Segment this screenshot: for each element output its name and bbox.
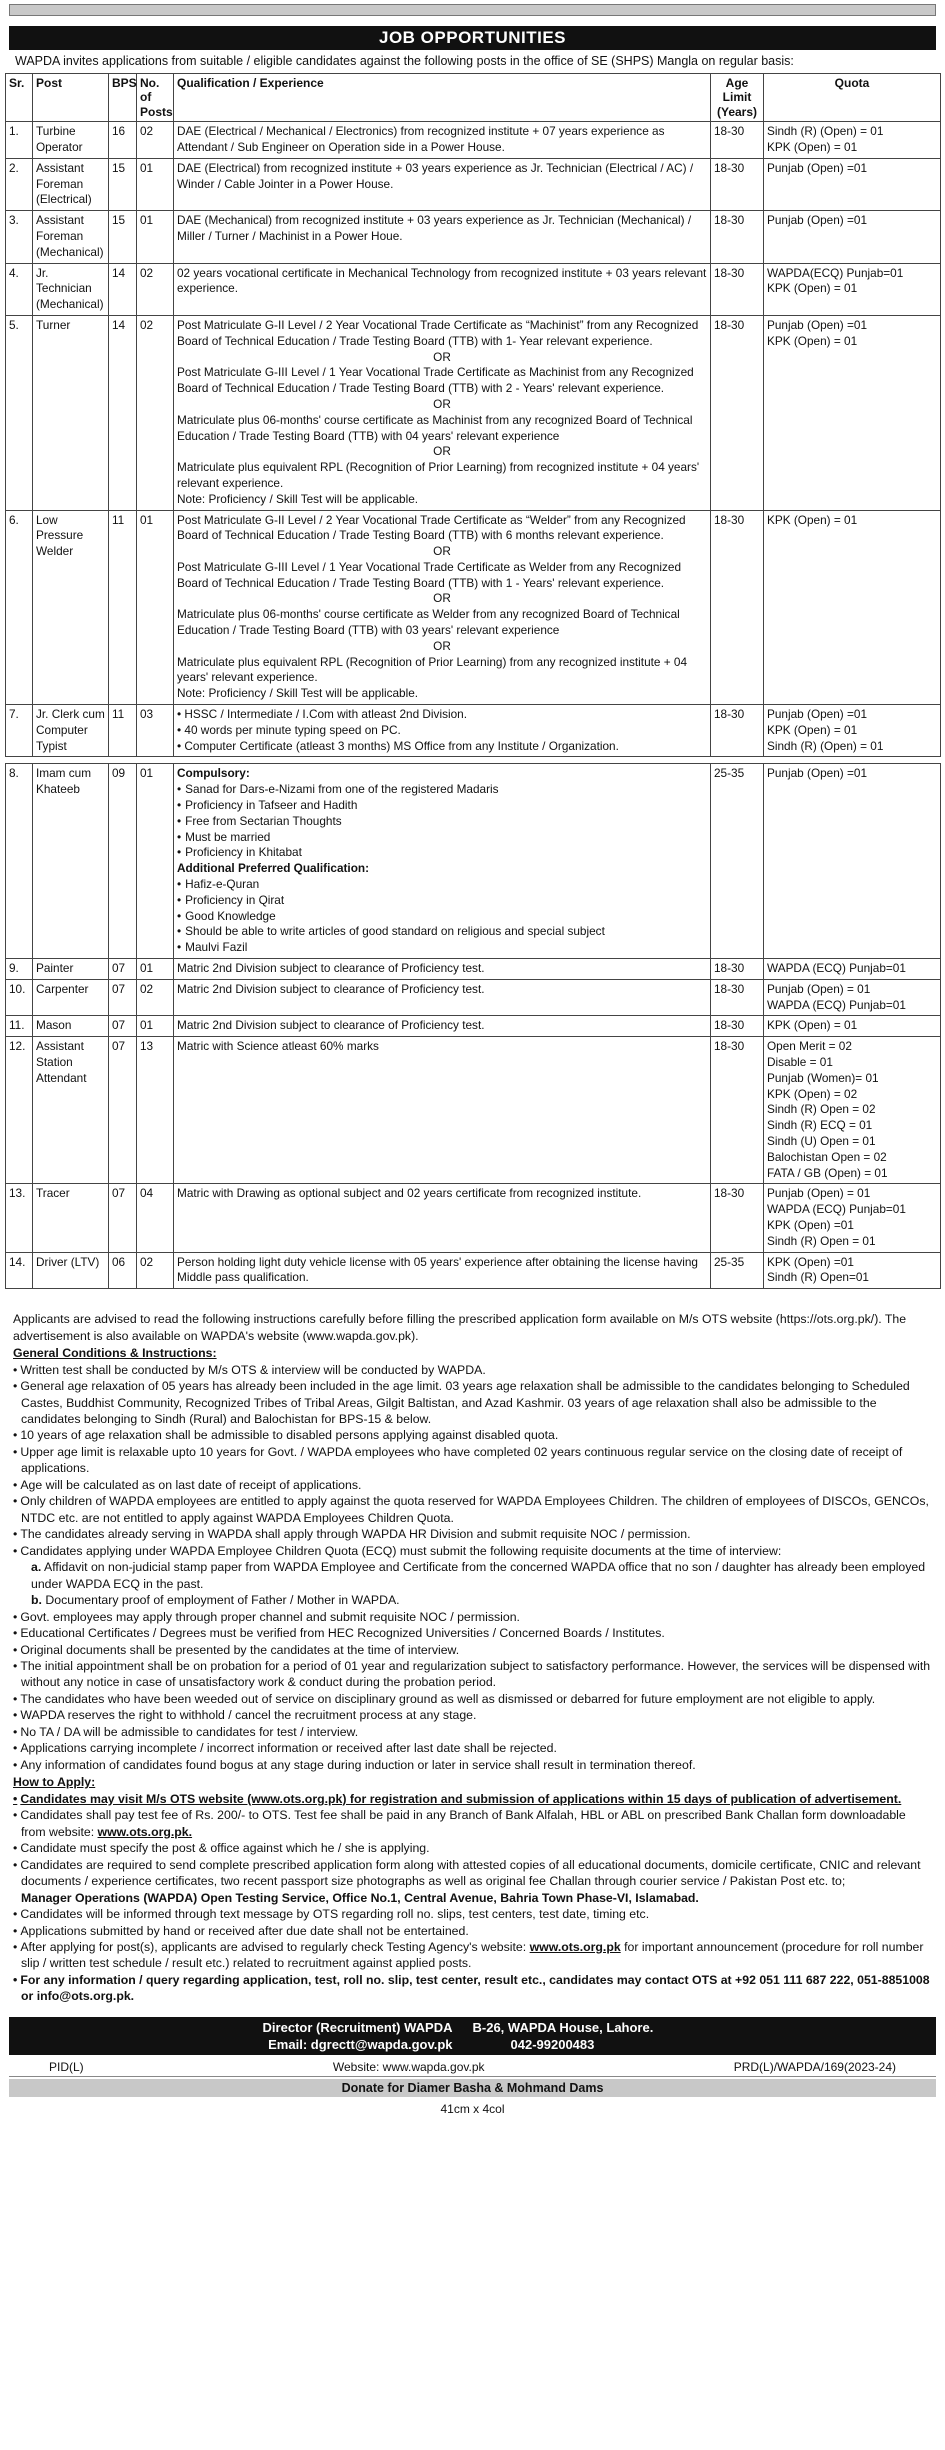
qualification-line: Matric with Drawing as optional subject and 02 years certificate from recognized institute.	[177, 1186, 642, 1201]
advisory-text: Applicants are advised to read the following instructions carefully before filling the prescribed application form available on M/s OTS website (https://ots.org.pk/). The advertisement is also available on WAPDA's website (www.wapda.gov.pk).	[13, 1312, 907, 1343]
cell-posts: 02	[137, 122, 174, 159]
table-row	[6, 211, 941, 263]
cell-posts: 02	[137, 315, 174, 510]
cell-posts: 02	[137, 263, 174, 315]
quota-line: Sindh (R) (Open) = 01	[767, 124, 884, 139]
compulsory-heading: Compulsory:	[177, 766, 250, 781]
condition-item: • Govt. employees may apply through proper channel and submit requisite NOC / permission.	[13, 1609, 932, 1625]
cell-age: 18-30	[711, 1184, 764, 1252]
ad-size-label: 41cm x 4col	[440, 2101, 505, 2116]
cell-bps: 07	[109, 979, 137, 1016]
cell-bps: 14	[109, 315, 137, 510]
quota-line: Punjab (Open) =01	[767, 766, 868, 781]
cell-age: 18-30	[711, 1037, 764, 1184]
table-row	[6, 764, 941, 959]
cell-bps: 09	[109, 764, 137, 959]
qualification-line: Note: Proficiency / Skill Test will be applicable.	[177, 491, 419, 506]
jobs-body-1	[6, 122, 941, 757]
or-separator: OR	[433, 396, 451, 411]
quota-line: Sindh (R) Open=01	[767, 1270, 869, 1285]
qualification-line: Matric 2nd Division subject to clearance of Proficiency test.	[177, 1018, 485, 1033]
quota-line: Disable = 01	[767, 1055, 833, 1069]
cell-posts: 01	[137, 764, 174, 959]
table-row	[6, 1016, 941, 1037]
cell-quota	[764, 1184, 941, 1252]
cell-posts: 04	[137, 1184, 174, 1252]
quota-line: Punjab (Women)= 01	[767, 1070, 879, 1085]
quota-line: Punjab (Open) =01	[767, 160, 868, 175]
list-item: • Hafiz-e-Quran	[177, 877, 707, 893]
cell-post: Tracer	[33, 1184, 109, 1252]
condition-item: • The initial appointment shall be on probation for a period of 01 year and regularization subject to satisfactory performance. However, the services will be dispensed with without any notice in case of unsatisfactory work & conduct during the probation period.	[13, 1658, 932, 1691]
qualification-line: DAE (Electrical / Mechanical / Electronics) from recognized institute + 07 years experience as Attendant / Sub Engineer on Operation side in a Power House.	[177, 124, 665, 154]
qualification-line: Matriculate plus equivalent RPL (Recognition of Prior Learning) from any recognized institute + 04 years' relevant experience.	[177, 654, 688, 685]
qualification-line: Note: Proficiency / Skill Test will be applicable.	[177, 686, 419, 701]
preferred-list	[177, 877, 707, 956]
cell-post: Imam cum Khateeb	[33, 764, 109, 959]
list-item: • Maulvi Fazil	[177, 940, 707, 956]
ots-postal-address: Manager Operations (WAPDA) Open Testing Service, Office No.1, Central Avenue, Bahria Town Phase-VI, Islamabad.	[21, 1890, 699, 1905]
condition-item: • Applications carrying incomplete / incorrect information or received after last date shall be rejected.	[13, 1740, 932, 1756]
footer-meta	[9, 2058, 936, 2077]
list-item: • Free from Sectarian Thoughts	[177, 814, 707, 830]
cell-post: Painter	[33, 959, 109, 980]
cell-qualification	[174, 1016, 711, 1037]
cell-bps: 07	[109, 959, 137, 980]
qualification-line: Post Matriculate G-II Level / 2 Year Vocational Trade Certificate as “Machinist” from any Recognized Board of Technical Education / Trade Testing Board (TTB) with 1- Year relevant experience.	[177, 317, 699, 348]
cell-post: Turbine Operator	[33, 122, 109, 159]
col-header-posts: No. of Posts	[137, 74, 174, 122]
table-row	[6, 979, 941, 1016]
cell-bps: 14	[109, 263, 137, 315]
quota-line: Punjab (Open) = 01	[767, 981, 871, 996]
qualification-line: Matriculate plus equivalent RPL (Recognition of Prior Learning) from recognized institute + 04 years' relevant experience.	[177, 460, 700, 490]
quota-line: Punjab (Open) =01	[767, 213, 868, 228]
quota-line: Sindh (R) Open = 02	[767, 1102, 876, 1117]
col-header-bps: BPS	[109, 74, 137, 122]
website-label[interactable]: Website: www.wapda.gov.pk	[332, 2059, 485, 2074]
quota-line: Punjab (Open) =01	[767, 317, 868, 332]
cell-quota	[764, 1252, 941, 1289]
cell-quota	[764, 158, 941, 210]
reference-number: PRD(L)/WAPDA/169(2023-24)	[733, 2059, 896, 2074]
list-item: • Must be married	[177, 830, 707, 846]
ecq-item-a	[13, 1559, 932, 1592]
cell-sr: 12.	[6, 1037, 33, 1184]
qualification-line: 02 years vocational certificate in Mechanical Technology from recognized institute + 03 years relevant experience.	[177, 265, 707, 296]
or-separator: OR	[433, 349, 451, 364]
apply-item-3: • Candidate must specify the post & office against which he / she is applying.	[13, 1840, 932, 1856]
quota-line: WAPDA (ECQ) Punjab=01	[767, 1202, 906, 1217]
quota-line: KPK (Open) = 01	[767, 333, 858, 348]
cell-post: Assistant Foreman (Mechanical)	[33, 211, 109, 263]
quota-line: KPK (Open) =01	[767, 1217, 854, 1232]
cell-posts: 01	[137, 959, 174, 980]
apply-item-1: • Candidates may visit M/s OTS website (www.ots.org.pk) for registration and submission of applications within 15 days of publication of advertisement.	[13, 1791, 932, 1807]
quota-line: Open Merit = 02	[767, 1039, 852, 1054]
instructions-section	[13, 1311, 932, 2005]
qualification-line: DAE (Electrical) from recognized institute + 03 years experience as Jr. Technician (Electrical / AC) / Winder / Cable Jointer in a Power House.	[177, 160, 694, 191]
table-row	[6, 510, 941, 705]
cell-qualification	[174, 959, 711, 980]
col-header-quota: Quota	[764, 74, 941, 122]
or-separator: OR	[433, 638, 451, 653]
cell-quota	[764, 705, 941, 757]
table-row	[6, 158, 941, 210]
imam-body	[6, 764, 941, 959]
cell-sr: 5.	[6, 315, 33, 510]
qualification-line: Person holding light duty vehicle license with 05 years' experience after obtaining the license having Middle pass qualification.	[177, 1254, 698, 1285]
cell-quota	[764, 1016, 941, 1037]
general-conditions-list-2	[13, 1609, 932, 1774]
or-separator: OR	[433, 444, 451, 459]
cell-quota	[764, 263, 941, 315]
cell-posts: 01	[137, 158, 174, 210]
cell-age: 18-30	[711, 122, 764, 159]
col-header-qualification: Qualification / Experience	[174, 74, 711, 122]
compulsory-list	[177, 782, 707, 861]
apply-item-7-text: After applying for post(s), applicants are advised to regularly check Testing Agency's website:	[20, 1939, 530, 1954]
col-header-age: Age Limit (Years)	[711, 74, 764, 122]
ecq-a-text: Affidavit on non-judicial stamp paper from WAPDA Employee and Certificate from the concerned WAPDA office that no son / daughter has already been employed under WAPDA ECQ in the past.	[31, 1560, 926, 1591]
table-row	[6, 1252, 941, 1289]
cell-qualification	[174, 1184, 711, 1252]
quota-line: KPK (Open) = 01	[767, 722, 858, 737]
cell-posts: 01	[137, 510, 174, 705]
apply-item-4	[13, 1857, 932, 1906]
cell-post: Low Pressure Welder	[33, 510, 109, 705]
cell-post: Jr. Technician (Mechanical)	[33, 263, 109, 315]
header-strip	[9, 4, 936, 16]
cell-bps: 07	[109, 1037, 137, 1184]
qualification-line: Post Matriculate G-II Level / 2 Year Vocational Trade Certificate as “Welder” from any Recognized Board of Technical Education / Trade Testing Board (TTB) with 6 months relevant experience.	[177, 512, 686, 543]
condition-item: • No TA / DA will be admissible to candidates for test / interview.	[13, 1724, 932, 1740]
quota-line: WAPDA(ECQ) Punjab=01	[767, 265, 904, 280]
qualification-line: Matric with Science atleast 60% marks	[177, 1039, 379, 1054]
cell-age: 18-30	[711, 211, 764, 263]
condition-item: • Only children of WAPDA employees are entitled to apply against the quota reserved for WAPDA Employees Children. The children of employees of DISCOs, GENCOs, NTDC etc. are not entitled to apply against WAPDA Employees Children Quota.	[13, 1493, 932, 1526]
jobs-table	[5, 73, 941, 1289]
cell-qualification	[174, 979, 711, 1016]
qualification-line: Matric 2nd Division subject to clearance of Proficiency test.	[177, 961, 485, 976]
cell-qualification	[174, 211, 711, 263]
quota-line: KPK (Open) = 01	[767, 1018, 858, 1033]
table-row	[6, 1184, 941, 1252]
cell-quota	[764, 979, 941, 1016]
list-item: • Should be able to write articles of good standard on religious and special subject	[177, 924, 707, 940]
ecq-b-text: Documentary proof of employment of Father / Mother in WAPDA.	[45, 1593, 400, 1608]
qualification-line: • Computer Certificate (atleast 3 months) MS Office from any Institute / Organization.	[177, 738, 619, 753]
quota-line: WAPDA (ECQ) Punjab=01	[767, 961, 906, 976]
qualification-line: DAE (Mechanical) from recognized institute + 03 years experience as Jr. Technician (Mechanical) / Miller / Turner / Machinist in a Power Houe.	[177, 213, 692, 243]
ecq-item-b	[13, 1592, 932, 1608]
cell-post: Mason	[33, 1016, 109, 1037]
condition-item: • General age relaxation of 05 years has already been included in the age limit. 03 years age relaxation shall be admissible to the candidates belonging to Scheduled Castes, Buddhist Community, Recognized Tribes of Tribal Areas, Gilgit Baltistan, and Azad Kashmir. 03 years of age relaxation shall also be admissible to the candidates belonging to Sindh (Rural) and Balochistan for BPS-15 & below.	[13, 1378, 932, 1427]
ots-website-link[interactable]: www.ots.org.pk.	[97, 1824, 193, 1839]
cell-bps: 06	[109, 1252, 137, 1289]
cell-qualification	[174, 705, 711, 757]
cell-qualification	[174, 122, 711, 159]
preferred-heading: Additional Preferred Qualification:	[177, 861, 370, 876]
condition-item: • Age will be calculated as on last date of receipt of applications.	[13, 1477, 932, 1493]
cell-age: 25-35	[711, 764, 764, 959]
cell-sr: 6.	[6, 510, 33, 705]
qualification-line: Matriculate plus 06-months' course certificate as Machinist from any recognized Board of Technical Education / Trade Testing Board (TTB) with 04 years' relevant experience	[177, 412, 693, 443]
table-header-row	[6, 74, 941, 122]
donate-banner: Donate for Diamer Basha & Mohmand Dams	[9, 2079, 936, 2097]
table-row	[6, 122, 941, 159]
pid-label: PID(L)	[49, 2059, 84, 2074]
contact-email[interactable]: Email: dgrectt@wapda.gov.pk	[268, 2036, 453, 2052]
cell-sr: 9.	[6, 959, 33, 980]
apply-item-8: • For any information / query regarding application, test, roll no. slip, test center, result etc., candidates may contact OTS at +92 051 111 687 222, 051-8851008 or info@ots.org.pk.	[13, 1972, 932, 2005]
condition-item: • Any information of candidates found bogus at any stage during induction or later in service shall result in termination thereof.	[13, 1757, 932, 1773]
cell-quota	[764, 315, 941, 510]
table-row	[6, 705, 941, 757]
cell-quota	[764, 959, 941, 980]
apply-item-7	[13, 1939, 932, 1972]
quota-line: Sindh (R) Open = 01	[767, 1233, 876, 1248]
cell-posts: 03	[137, 705, 174, 757]
cell-bps: 07	[109, 1184, 137, 1252]
cell-sr: 10.	[6, 979, 33, 1016]
apply-item-6: • Applications submitted by hand or received after due date shall not be entertained.	[13, 1923, 932, 1939]
cell-bps: 11	[109, 510, 137, 705]
quota-line: Sindh (R) ECQ = 01	[767, 1118, 873, 1133]
list-item: • Proficiency in Khitabat	[177, 845, 707, 861]
cell-sr: 3.	[6, 211, 33, 263]
spacer-row	[6, 757, 941, 764]
cell-quota	[764, 1037, 941, 1184]
cell-bps: 11	[109, 705, 137, 757]
cell-sr: 11.	[6, 1016, 33, 1037]
spacer-body	[6, 757, 941, 764]
apply-item-5: • Candidates will be informed through text message by OTS regarding roll no. slips, test centers, test date, timing etc.	[13, 1906, 932, 1922]
cell-age: 18-30	[711, 158, 764, 210]
quota-line: WAPDA (ECQ) Punjab=01	[767, 997, 906, 1012]
cell-sr: 7.	[6, 705, 33, 757]
cell-sr: 13.	[6, 1184, 33, 1252]
cell-qualification	[174, 158, 711, 210]
ecq-a-label: a.	[31, 1560, 42, 1575]
how-to-apply-heading: How to Apply:	[13, 1775, 96, 1790]
quota-line: KPK (Open) = 01	[767, 281, 858, 296]
col-header-post: Post	[33, 74, 109, 122]
cell-quota	[764, 211, 941, 263]
cell-post: Carpenter	[33, 979, 109, 1016]
cell-sr: 1.	[6, 122, 33, 159]
apply-item-2-text: Candidates shall pay test fee of Rs. 200/- to OTS. Test fee shall be paid in any Branch of Bank Alfalah, HBL or ABL on prescribed Bank Challan form downloadable from website:	[20, 1808, 906, 1839]
qualification-line: • HSSC / Intermediate / I.Com with atleast 2nd Division.	[177, 707, 467, 722]
cell-sr: 4.	[6, 263, 33, 315]
cell-age: 18-30	[711, 263, 764, 315]
qualification-line: Post Matriculate G-III Level / 1 Year Vocational Trade Certificate as Machinist from any Recognized Board of Technical Education / Trade Testing Board (TTB) with 2 - Years' relevant experience.	[177, 365, 694, 396]
cell-posts: 01	[137, 1016, 174, 1037]
cell-qualification	[174, 510, 711, 705]
cell-age: 18-30	[711, 979, 764, 1016]
qualification-line: • 40 words per minute typing speed on PC.	[177, 722, 401, 737]
quota-line: Punjab (Open) = 01	[767, 1186, 871, 1201]
ots-website-link-2[interactable]: www.ots.org.pk	[529, 1939, 621, 1954]
condition-item: • Educational Certificates / Degrees must be verified from HEC Recognized Universities / Concerned Boards / Institutes.	[13, 1625, 932, 1641]
cell-posts: 13	[137, 1037, 174, 1184]
cell-sr: 2.	[6, 158, 33, 210]
cell-post: Driver (LTV)	[33, 1252, 109, 1289]
quota-line: KPK (Open) = 01	[767, 512, 858, 527]
director-title: Director (Recruitment) WAPDA	[262, 2019, 453, 2035]
condition-item: • The candidates who have been weeded out of service on disciplinary ground as well as dismissed or debarred for future employment are not eligible to apply.	[13, 1691, 932, 1707]
quota-line: KPK (Open) =01	[767, 1254, 854, 1269]
cell-post: Assistant Station Attendant	[33, 1037, 109, 1184]
cell-bps: 07	[109, 1016, 137, 1037]
cell-age: 18-30	[711, 959, 764, 980]
quota-line: Balochistan Open = 02	[767, 1149, 887, 1164]
qualification-line: Matric 2nd Division subject to clearance of Proficiency test.	[177, 981, 485, 996]
or-separator: OR	[433, 544, 451, 559]
general-conditions-heading: General Conditions & Instructions:	[13, 1346, 217, 1361]
condition-item: • Upper age limit is relaxable upto 10 years for Govt. / WAPDA employees who have completed 02 years continuous regular service on the closing date of receipt of applications.	[13, 1444, 932, 1477]
cell-quota	[764, 510, 941, 705]
cell-qualification	[174, 1252, 711, 1289]
condition-item: • 10 years of age relaxation shall be admissible to disabled persons applying against disabled quota.	[13, 1427, 932, 1443]
ecq-b-label: b.	[31, 1593, 42, 1608]
cell-quota	[764, 764, 941, 959]
cell-posts: 02	[137, 979, 174, 1016]
cell-age: 18-30	[711, 510, 764, 705]
cell-qualification	[174, 263, 711, 315]
cell-age: 18-30	[711, 315, 764, 510]
how-to-apply-list	[13, 1791, 932, 2005]
table-row	[6, 959, 941, 980]
list-item: • Proficiency in Tafseer and Hadith	[177, 798, 707, 814]
table-row	[6, 263, 941, 315]
list-item: • Good Knowledge	[177, 909, 707, 925]
cell-age: 18-30	[711, 705, 764, 757]
cell-quota	[764, 122, 941, 159]
qualification-line: Matriculate plus 06-months' course certificate as Welder from any recognized Board of Technical Education / Trade Testing Board (TTB) with 03 years' relevant experience	[177, 607, 680, 638]
page-title: JOB OPPORTUNITIES	[9, 26, 936, 50]
table-row	[6, 1037, 941, 1184]
cell-age: 25-35	[711, 1252, 764, 1289]
quota-line: KPK (Open) = 02	[767, 1086, 858, 1101]
cell-post: Turner	[33, 315, 109, 510]
condition-item: • Original documents shall be presented by the candidates at the time of interview.	[13, 1642, 932, 1658]
table-row	[6, 315, 941, 510]
condition-item: • Written test shall be conducted by M/s OTS & interview will be conducted by WAPDA.	[13, 1362, 932, 1378]
apply-item-4-text: Candidates are required to send complete prescribed application form along with attested copies of all educational documents, domicile certificate, CNIC and relevant documents / experience certificates, two recent passport size photographs as well as original fee Challan through courier service / Pakistan Post etc. to;	[20, 1857, 921, 1889]
general-conditions-list	[13, 1362, 932, 1560]
cell-bps: 15	[109, 211, 137, 263]
quota-line: Sindh (U) Open = 01	[767, 1133, 876, 1148]
contact-phone: 042-99200483	[510, 2036, 595, 2052]
jobs-body-2	[6, 959, 941, 1289]
cell-qualification	[174, 1037, 711, 1184]
qualification-line: Post Matriculate G-III Level / 1 Year Vocational Trade Certificate as Welder from any Recognized Board of Technical Education / Trade Testing Board (TTB) with 1 - Years' relevant experience.	[177, 559, 682, 590]
intro-text: WAPDA invites applications from suitable / eligible candidates against the following posts in the office of SE (SHPS) Mangla on regular basis:	[15, 54, 794, 68]
cell-sr: 8.	[6, 764, 33, 959]
cell-post: Jr. Clerk cum Computer Typist	[33, 705, 109, 757]
cell-posts: 01	[137, 211, 174, 263]
cell-bps: 15	[109, 158, 137, 210]
cell-qualification	[174, 315, 711, 510]
cell-bps: 16	[109, 122, 137, 159]
cell-age: 18-30	[711, 1016, 764, 1037]
cell-qualification	[174, 764, 711, 959]
office-address: B-26, WAPDA House, Lahore.	[472, 2019, 654, 2035]
apply-item-7-text-end: for important announcement (procedure for roll number slip / written test schedule / result etc.) related to recruitment against applied posts.	[21, 1939, 924, 1971]
col-header-sr: Sr.	[6, 74, 33, 122]
condition-item: • WAPDA reserves the right to withhold / cancel the recruitment process at any stage.	[13, 1707, 932, 1723]
cell-sr: 14.	[6, 1252, 33, 1289]
apply-item-2	[13, 1807, 932, 1840]
quota-line: Punjab (Open) =01	[767, 707, 868, 722]
cell-posts: 02	[137, 1252, 174, 1289]
list-item: • Proficiency in Qirat	[177, 893, 707, 909]
condition-item: • Candidates applying under WAPDA Employee Children Quota (ECQ) must submit the following requisite documents at the time of interview:	[13, 1543, 932, 1559]
quota-line: FATA / GB (Open) = 01	[767, 1165, 888, 1180]
list-item: • Sanad for Dars-e-Nizami from one of the registered Madaris	[177, 782, 707, 798]
contact-footer	[9, 2017, 936, 2055]
cell-post: Assistant Foreman (Electrical)	[33, 158, 109, 210]
condition-item: • The candidates already serving in WAPDA shall apply through WAPDA HR Division and submit requisite NOC / permission.	[13, 1526, 932, 1542]
quota-line: KPK (Open) = 01	[767, 139, 858, 154]
or-separator: OR	[433, 591, 451, 606]
quota-line: Sindh (R) (Open) = 01	[767, 738, 884, 753]
